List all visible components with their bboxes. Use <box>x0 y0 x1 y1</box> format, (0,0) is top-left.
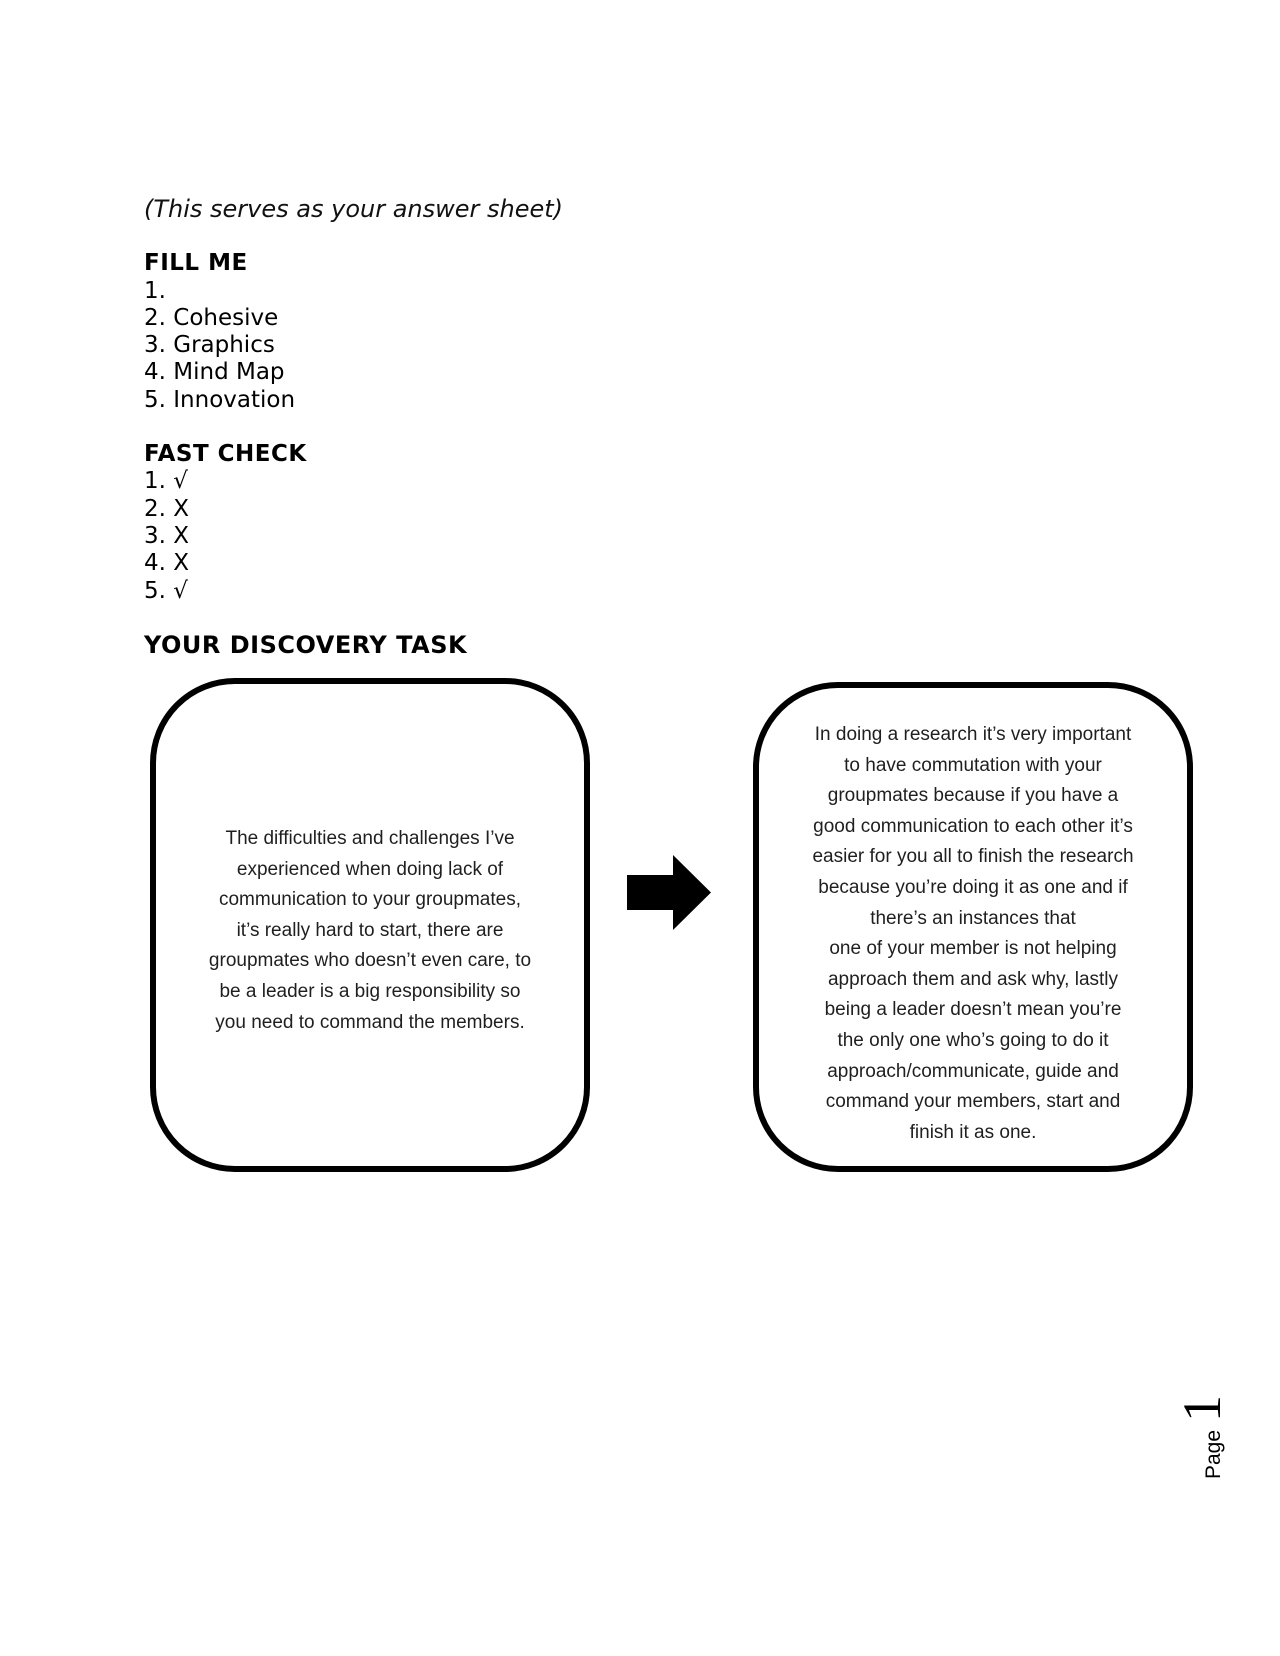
discovery-task-heading: YOUR DISCOVERY TASK <box>144 630 468 659</box>
left-box-line: communication to your groupmates, <box>218 889 522 911</box>
right-box-line: command your members, start and <box>825 1091 1121 1113</box>
right-box-line: because you’re doing it as one and if <box>818 876 1128 898</box>
fast-check-list <box>144 468 563 604</box>
right-box-line: being a leader doesn’t mean you’re <box>824 999 1122 1021</box>
fill-me-item: 3. Graphics <box>144 332 275 359</box>
fast-check-item: 2. X <box>144 495 190 522</box>
right-box-line: groupmates because if you have a <box>827 785 1119 807</box>
left-box-line: experienced when doing lack of <box>236 858 504 880</box>
discovery-task-left-box <box>150 678 590 1172</box>
left-box-line: The difficulties and challenges I’ve <box>225 828 515 849</box>
answer-sheet-note: (This serves as your answer sheet) <box>144 195 564 223</box>
right-box-line: one of your member is not helping <box>829 938 1117 960</box>
fill-me-item: 4. Mind Map <box>144 359 285 386</box>
fast-check-item: 4. X <box>144 550 190 577</box>
right-box-line: to have commutation with your <box>844 754 1102 776</box>
fast-check-item: 1. √ <box>144 468 188 495</box>
discovery-task-right-box <box>753 682 1193 1172</box>
left-box-line: groupmates who doesn’t even care, to <box>208 950 532 972</box>
page-number-value: 1 <box>1172 1394 1232 1422</box>
fast-check-item: 3. X <box>144 522 190 549</box>
fill-me-list <box>144 278 563 414</box>
left-box-line: it’s really hard to start, there are <box>236 919 504 941</box>
fill-me-heading: FILL ME <box>144 250 248 277</box>
right-box-line: easier for you all to finish the research <box>812 846 1134 868</box>
right-box-line: approach them and ask why, lastly <box>827 968 1119 990</box>
fill-me-item: 2. Cohesive <box>144 304 279 331</box>
right-box-line: In doing a research it’s very important <box>814 724 1132 745</box>
fill-me-item: 5. Innovation <box>144 386 296 413</box>
page-number <box>1171 1395 1233 1479</box>
right-box-line: there’s an instances that <box>870 907 1076 929</box>
fast-check-item: 5. √ <box>144 577 188 604</box>
left-box-line: be a leader is a big responsibility so <box>219 980 521 1002</box>
right-box-line: good communication to each other it’s <box>813 815 1133 837</box>
right-box-line: the only one who’s going to do it <box>837 1029 1109 1051</box>
right-arrow-icon <box>627 855 711 930</box>
page-number-label: Page <box>1202 1429 1225 1480</box>
right-box-line: approach/communicate, guide and <box>827 1060 1119 1082</box>
fast-check-heading: FAST CHECK <box>144 441 307 468</box>
right-box-line: finish it as one. <box>909 1121 1037 1143</box>
left-box-line: you need to command the members. <box>215 1011 525 1033</box>
fill-me-item: 1. <box>144 277 166 304</box>
left-box-text <box>156 824 584 1038</box>
answer-sheet-section <box>144 196 563 659</box>
right-box-text <box>759 720 1187 1148</box>
